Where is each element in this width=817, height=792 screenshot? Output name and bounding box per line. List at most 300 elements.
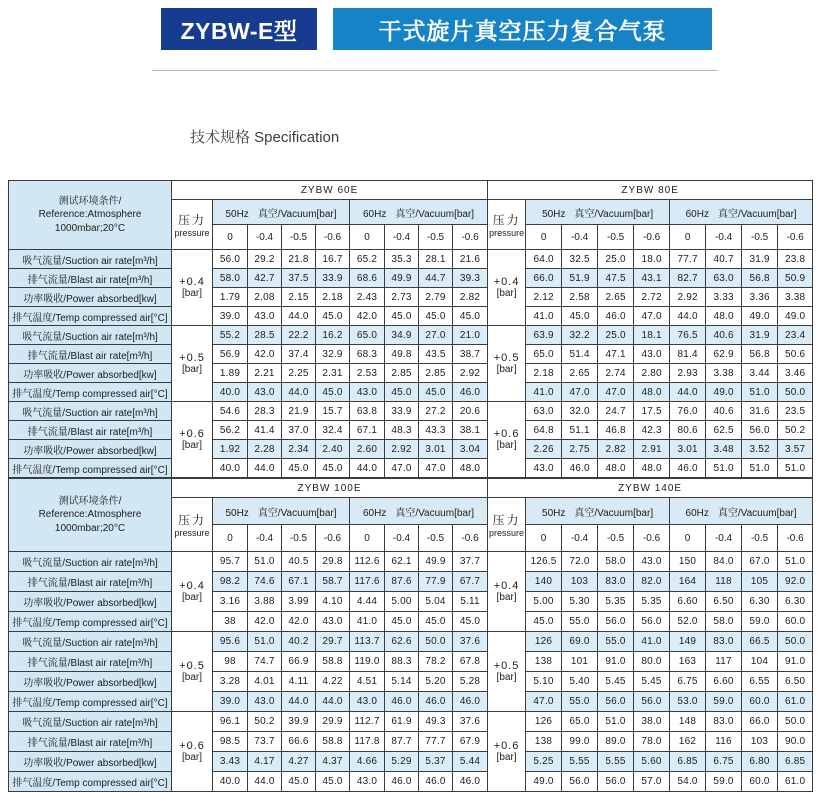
data-cell: 118 — [706, 572, 742, 592]
data-cell: 43.0 — [248, 692, 282, 712]
data-cell: 162 — [670, 732, 706, 752]
data-cell: 43.0 — [350, 383, 385, 402]
data-cell: 126 — [526, 712, 562, 732]
metric-label-cell: 排气流量/Blast air rate[m³/h] — [9, 732, 172, 752]
data-cell: 25.0 — [598, 250, 634, 269]
data-cell: 96.1 — [213, 712, 248, 732]
data-cell: 47.0 — [385, 459, 419, 478]
data-cell: 6.60 — [706, 672, 742, 692]
data-cell: 3.46 — [778, 364, 813, 383]
data-cell: 117.8 — [350, 732, 385, 752]
reference-conditions-line-0: 测试环境条件/ — [58, 195, 122, 207]
pressure-group-cell — [488, 326, 526, 402]
metric-label-cell: 排气温度/Temp compressed air[°C] — [9, 692, 172, 712]
vacuum-tick-cell: -0.4 — [706, 525, 742, 552]
data-cell: 83.0 — [706, 632, 742, 652]
data-cell: 103 — [562, 572, 598, 592]
table-row — [9, 364, 813, 383]
data-cell: 50.0 — [778, 383, 813, 402]
pressure-group-cell — [488, 250, 526, 326]
data-cell: 2.18 — [316, 288, 350, 307]
pressure-column-header — [488, 498, 526, 552]
data-cell: 46.0 — [453, 692, 488, 712]
vacuum-header-60hz — [670, 498, 813, 525]
data-cell: 40.6 — [706, 326, 742, 345]
pressure-label-en: pressure — [489, 228, 525, 238]
data-cell: 51.0 — [248, 632, 282, 652]
data-cell: 44.0 — [350, 459, 385, 478]
data-cell: 6.80 — [742, 752, 778, 772]
data-cell: 44.0 — [670, 307, 706, 326]
data-cell: 56.0 — [562, 772, 598, 792]
data-cell: 46.0 — [562, 459, 598, 478]
banner-model-text: ZYBW-E型 — [180, 17, 298, 44]
data-cell: 138 — [526, 652, 562, 672]
frequency-label: 50Hz — [225, 208, 249, 220]
data-cell: 44.0 — [282, 307, 316, 326]
data-cell: 5.30 — [562, 592, 598, 612]
data-cell: 4.11 — [282, 672, 316, 692]
data-cell: 15.7 — [316, 402, 350, 421]
data-cell: 28.5 — [248, 326, 282, 345]
data-cell: 59.0 — [706, 772, 742, 792]
data-cell: 138 — [526, 732, 562, 752]
frequency-label: 60Hz — [362, 507, 387, 519]
data-cell: 39.0 — [213, 692, 248, 712]
data-cell: 6.50 — [706, 592, 742, 612]
data-cell: 2.65 — [598, 288, 634, 307]
data-cell: 69.0 — [562, 632, 598, 652]
pressure-group-cell — [172, 250, 213, 326]
data-cell: 56.8 — [742, 269, 778, 288]
data-cell: 27.2 — [419, 402, 453, 421]
data-cell: 46.0 — [419, 772, 453, 792]
data-cell: 78.0 — [634, 732, 670, 752]
data-cell: 46.8 — [598, 421, 634, 440]
data-cell: 6.85 — [778, 752, 813, 772]
data-cell: 28.1 — [419, 250, 453, 269]
data-cell: 3.52 — [742, 440, 778, 459]
pressure-unit: [bar] — [496, 752, 517, 763]
data-cell: 45.0 — [385, 612, 419, 632]
data-cell: 56.0 — [634, 612, 670, 632]
data-cell: 59.0 — [706, 692, 742, 712]
reference-conditions-line-2: 1000mbar;20°C — [54, 522, 126, 534]
data-cell: 50.9 — [778, 269, 813, 288]
data-cell: 47.0 — [526, 692, 562, 712]
frequency-label: 60Hz — [685, 507, 709, 519]
pressure-label-cn: 压力 — [492, 213, 521, 227]
pressure-column-header — [488, 200, 526, 250]
data-cell: 163 — [670, 652, 706, 672]
vacuum-tick-cell: 0 — [350, 525, 385, 552]
data-cell: 113.7 — [350, 632, 385, 652]
vacuum-tick-cell: -0.4 — [706, 225, 742, 250]
data-cell: 5.25 — [526, 752, 562, 772]
data-cell: 5.04 — [419, 592, 453, 612]
vacuum-unit-label: 真空/Vacuum[bar] — [574, 507, 654, 519]
data-cell: 41.0 — [634, 632, 670, 652]
data-cell: 45.0 — [385, 307, 419, 326]
vacuum-header-50hz — [526, 498, 670, 525]
data-cell: 50.0 — [778, 632, 813, 652]
table-row — [9, 612, 813, 632]
pressure-value: +0.5 — [179, 352, 205, 364]
data-cell: 51.1 — [562, 421, 598, 440]
data-cell: 67.9 — [453, 732, 488, 752]
data-cell: 43.0 — [248, 307, 282, 326]
vacuum-tick-cell: -0.5 — [419, 225, 453, 250]
pressure-label-cn: 压力 — [177, 513, 206, 527]
data-cell: 76.5 — [670, 326, 706, 345]
vacuum-header-50hz — [526, 200, 670, 225]
vacuum-tick-cell: -0.5 — [598, 225, 634, 250]
data-cell: 39.0 — [213, 307, 248, 326]
data-cell: 126.5 — [526, 552, 562, 572]
data-cell: 3.43 — [213, 752, 248, 772]
table-row — [9, 692, 813, 712]
data-cell: 5.45 — [598, 672, 634, 692]
data-cell: 2.08 — [248, 288, 282, 307]
data-cell: 3.44 — [742, 364, 778, 383]
data-cell: 149 — [670, 632, 706, 652]
frequency-label: 60Hz — [685, 208, 709, 220]
pressure-unit: [bar] — [181, 752, 202, 763]
data-cell: 62.9 — [706, 345, 742, 364]
data-cell: 3.28 — [213, 672, 248, 692]
data-cell: 6.75 — [706, 752, 742, 772]
data-cell: 21.6 — [453, 250, 488, 269]
data-cell: 91.0 — [778, 652, 813, 672]
data-cell: 74.7 — [248, 652, 282, 672]
data-cell: 45.0 — [562, 307, 598, 326]
data-cell: 51.0 — [248, 552, 282, 572]
data-cell: 44.0 — [316, 692, 350, 712]
pressure-value: +0.5 — [179, 660, 205, 672]
data-cell: 4.01 — [248, 672, 282, 692]
data-cell: 45.0 — [385, 383, 419, 402]
data-cell: 3.36 — [742, 288, 778, 307]
data-cell: 67.1 — [350, 421, 385, 440]
data-cell: 34.9 — [385, 326, 419, 345]
data-cell: 61.9 — [385, 712, 419, 732]
reference-conditions-cell — [9, 479, 172, 552]
data-cell: 16.2 — [316, 326, 350, 345]
data-cell: 148 — [670, 712, 706, 732]
vacuum-tick-cell: -0.5 — [742, 525, 778, 552]
data-cell: 37.4 — [282, 345, 316, 364]
data-cell: 49.0 — [742, 307, 778, 326]
data-cell: 5.37 — [419, 752, 453, 772]
data-cell: 52.0 — [670, 612, 706, 632]
vacuum-tick-cell: -0.6 — [316, 225, 350, 250]
data-cell: 4.22 — [316, 672, 350, 692]
data-cell: 48.0 — [634, 383, 670, 402]
data-cell: 84.0 — [706, 552, 742, 572]
data-cell: 47.0 — [634, 307, 670, 326]
data-cell: 6.55 — [742, 672, 778, 692]
data-cell: 37.6 — [453, 632, 488, 652]
pressure-unit: [bar] — [496, 288, 517, 299]
data-cell: 59.0 — [742, 612, 778, 632]
vacuum-tick-cell: 0 — [213, 225, 248, 250]
data-cell: 2.43 — [350, 288, 385, 307]
vacuum-unit-label: 真空/Vacuum[bar] — [257, 208, 337, 220]
data-cell: 63.0 — [526, 402, 562, 421]
pressure-group-cell — [172, 632, 213, 712]
data-cell: 5.55 — [598, 752, 634, 772]
data-cell: 2.12 — [526, 288, 562, 307]
data-cell: 51.0 — [742, 459, 778, 478]
data-cell: 89.0 — [598, 732, 634, 752]
data-cell: 1.79 — [213, 288, 248, 307]
data-cell: 45.0 — [316, 772, 350, 792]
data-cell: 4.17 — [248, 752, 282, 772]
data-cell: 3.38 — [706, 364, 742, 383]
vacuum-tick-cell: -0.4 — [385, 225, 419, 250]
table-row — [9, 552, 813, 572]
data-cell: 78.2 — [419, 652, 453, 672]
metric-label-cell: 功率吸收/Power absorbed[kw] — [9, 752, 172, 772]
data-cell: 61.0 — [778, 772, 813, 792]
data-cell: 40.0 — [213, 383, 248, 402]
data-cell: 65.0 — [350, 326, 385, 345]
data-cell: 5.45 — [634, 672, 670, 692]
data-cell: 29.7 — [316, 632, 350, 652]
data-cell: 64.8 — [526, 421, 562, 440]
data-cell: 2.92 — [453, 364, 488, 383]
data-cell: 64.0 — [526, 250, 562, 269]
reference-conditions-line-1: Reference:Atmosphere — [38, 209, 142, 221]
spec-table-100e-140e — [8, 478, 812, 792]
table-row — [9, 592, 813, 612]
table-row — [9, 712, 813, 732]
section-title: 技术规格 Specification — [190, 129, 340, 146]
vacuum-tick-cell: -0.6 — [316, 525, 350, 552]
data-cell: 45.0 — [419, 383, 453, 402]
data-cell: 50.6 — [778, 345, 813, 364]
data-cell: 56.0 — [634, 692, 670, 712]
vacuum-tick-cell: -0.6 — [634, 225, 670, 250]
vacuum-tick-cell: 0 — [350, 225, 385, 250]
pressure-label-cn: 压力 — [177, 213, 206, 227]
frequency-label: 50Hz — [225, 507, 249, 519]
metric-label-cell: 吸气流量/Suction air rate[m³/h] — [9, 402, 172, 421]
data-cell: 2.92 — [670, 288, 706, 307]
data-cell: 29.9 — [316, 712, 350, 732]
vacuum-tick-cell: 0 — [670, 525, 706, 552]
data-cell: 57.0 — [634, 772, 670, 792]
data-cell: 31.9 — [742, 250, 778, 269]
data-cell: 40.2 — [282, 632, 316, 652]
vacuum-unit-label: 真空/Vacuum[bar] — [574, 208, 654, 220]
pressure-value: +0.4 — [493, 580, 520, 592]
data-cell: 83.0 — [598, 572, 634, 592]
data-cell: 60.0 — [778, 612, 813, 632]
vacuum-tick-cell: -0.6 — [453, 525, 488, 552]
data-cell: 46.0 — [385, 692, 419, 712]
data-cell: 45.0 — [419, 307, 453, 326]
data-cell: 42.0 — [350, 307, 385, 326]
data-cell: 3.01 — [419, 440, 453, 459]
pressure-value: +0.4 — [493, 276, 520, 288]
table-row — [9, 440, 813, 459]
data-cell: 3.57 — [778, 440, 813, 459]
reference-conditions-line-2: 1000mbar;20°C — [54, 222, 126, 234]
data-cell: 33.9 — [385, 402, 419, 421]
data-cell: 46.0 — [385, 772, 419, 792]
pressure-label-en: pressure — [174, 528, 210, 538]
vacuum-tick-cell: -0.4 — [385, 525, 419, 552]
data-cell: 42.0 — [248, 612, 282, 632]
reference-conditions-cell — [9, 181, 172, 250]
reference-conditions-line-0: 测试环境条件/ — [58, 495, 122, 507]
data-cell: 42.7 — [248, 269, 282, 288]
data-cell: 98.5 — [213, 732, 248, 752]
data-cell: 18.1 — [634, 326, 670, 345]
data-cell: 2.53 — [350, 364, 385, 383]
data-cell: 45.0 — [316, 383, 350, 402]
data-cell: 112.7 — [350, 712, 385, 732]
data-cell: 2.93 — [670, 364, 706, 383]
data-cell: 56.8 — [742, 345, 778, 364]
data-cell: 45.0 — [316, 459, 350, 478]
metric-label-cell: 排气流量/Blast air rate[m³/h] — [9, 572, 172, 592]
data-cell: 82.7 — [670, 269, 706, 288]
data-cell: 98 — [213, 652, 248, 672]
data-cell: 51.0 — [778, 459, 813, 478]
table-row — [9, 672, 813, 692]
data-cell: 117.6 — [350, 572, 385, 592]
data-cell: 119.0 — [350, 652, 385, 672]
pressure-group-cell — [488, 402, 526, 478]
vacuum-header-60hz — [350, 200, 488, 225]
data-cell: 42.0 — [248, 345, 282, 364]
data-cell: 40.0 — [213, 772, 248, 792]
spec-table — [8, 478, 813, 792]
data-cell: 42.3 — [634, 421, 670, 440]
vacuum-tick-cell: -0.4 — [562, 525, 598, 552]
metric-label-cell: 功率吸收/Power absorbed[kw] — [9, 672, 172, 692]
data-cell: 68.6 — [350, 269, 385, 288]
data-cell: 98.2 — [213, 572, 248, 592]
data-cell: 21.8 — [282, 250, 316, 269]
data-cell: 16.7 — [316, 250, 350, 269]
table-row — [9, 652, 813, 672]
data-cell: 48.0 — [598, 459, 634, 478]
data-cell: 87.7 — [385, 732, 419, 752]
data-cell: 91.0 — [598, 652, 634, 672]
pressure-unit: [bar] — [181, 364, 202, 375]
metric-label-cell: 排气流量/Blast air rate[m³/h] — [9, 345, 172, 364]
data-cell: 47.0 — [419, 459, 453, 478]
data-cell: 56.0 — [598, 692, 634, 712]
table-row — [9, 269, 813, 288]
data-cell: 44.0 — [282, 692, 316, 712]
data-cell: 68.3 — [350, 345, 385, 364]
data-cell: 2.26 — [526, 440, 562, 459]
data-cell: 1.89 — [213, 364, 248, 383]
data-cell: 2.85 — [385, 364, 419, 383]
data-cell: 6.30 — [778, 592, 813, 612]
data-cell: 3.38 — [778, 288, 813, 307]
data-cell: 117 — [706, 652, 742, 672]
model-header-zybw-100e: ZYBW 100E — [172, 479, 488, 498]
banner-product-text: 干式旋片真空压力复合气泵 — [378, 17, 667, 44]
metric-label-cell: 排气流量/Blast air rate[m³/h] — [9, 421, 172, 440]
data-cell: 43.0 — [634, 552, 670, 572]
data-cell: 2.75 — [562, 440, 598, 459]
model-header-zybw-60e: ZYBW 60E — [172, 181, 488, 200]
data-cell: 150 — [670, 552, 706, 572]
data-cell: 99.0 — [562, 732, 598, 752]
data-cell: 73.7 — [248, 732, 282, 752]
data-cell: 62.5 — [706, 421, 742, 440]
data-cell: 32.0 — [562, 402, 598, 421]
pressure-value: +0.5 — [493, 352, 520, 364]
data-cell: 33.9 — [316, 269, 350, 288]
data-cell: 6.85 — [670, 752, 706, 772]
data-cell: 55.0 — [562, 612, 598, 632]
metric-label-cell: 吸气流量/Suction air rate[m³/h] — [9, 632, 172, 652]
data-cell: 32.5 — [562, 250, 598, 269]
data-cell: 2.80 — [634, 364, 670, 383]
data-cell: 45.0 — [453, 612, 488, 632]
data-cell: 51.9 — [562, 269, 598, 288]
data-cell: 50.0 — [778, 712, 813, 732]
data-cell: 6.50 — [778, 672, 813, 692]
data-cell: 44.0 — [248, 772, 282, 792]
table-row — [9, 326, 813, 345]
data-cell: 37.6 — [453, 712, 488, 732]
metric-label-cell: 吸气流量/Suction air rate[m³/h] — [9, 250, 172, 269]
model-header-zybw-80e: ZYBW 80E — [488, 181, 813, 200]
data-cell: 5.00 — [385, 592, 419, 612]
data-cell: 4.10 — [316, 592, 350, 612]
data-cell: 20.6 — [453, 402, 488, 421]
data-cell: 22.2 — [282, 326, 316, 345]
data-cell: 47.1 — [598, 345, 634, 364]
pressure-label-en: pressure — [174, 228, 210, 238]
data-cell: 47.5 — [598, 269, 634, 288]
data-cell: 37.0 — [282, 421, 316, 440]
data-cell: 41.4 — [248, 421, 282, 440]
pressure-label-en: pressure — [489, 528, 525, 538]
data-cell: 42.0 — [282, 612, 316, 632]
pressure-unit: [bar] — [496, 364, 517, 375]
metric-label-cell: 吸气流量/Suction air rate[m³/h] — [9, 326, 172, 345]
data-cell: 46.0 — [598, 307, 634, 326]
data-cell: 2.40 — [316, 440, 350, 459]
data-cell: 4.37 — [316, 752, 350, 772]
data-cell: 43.0 — [526, 459, 562, 478]
spec-table — [8, 180, 813, 478]
data-cell: 5.20 — [419, 672, 453, 692]
pressure-unit: [bar] — [181, 592, 202, 603]
table-row — [9, 732, 813, 752]
data-cell: 2.28 — [248, 440, 282, 459]
data-cell: 5.35 — [634, 592, 670, 612]
data-cell: 67.0 — [742, 552, 778, 572]
data-cell: 43.0 — [316, 612, 350, 632]
data-cell: 54.6 — [213, 402, 248, 421]
data-cell: 55.0 — [598, 632, 634, 652]
banner-product-badge — [333, 8, 712, 50]
data-cell: 23.4 — [778, 326, 813, 345]
data-cell: 5.60 — [634, 752, 670, 772]
data-cell: 5.14 — [385, 672, 419, 692]
frequency-label: 50Hz — [542, 507, 566, 519]
